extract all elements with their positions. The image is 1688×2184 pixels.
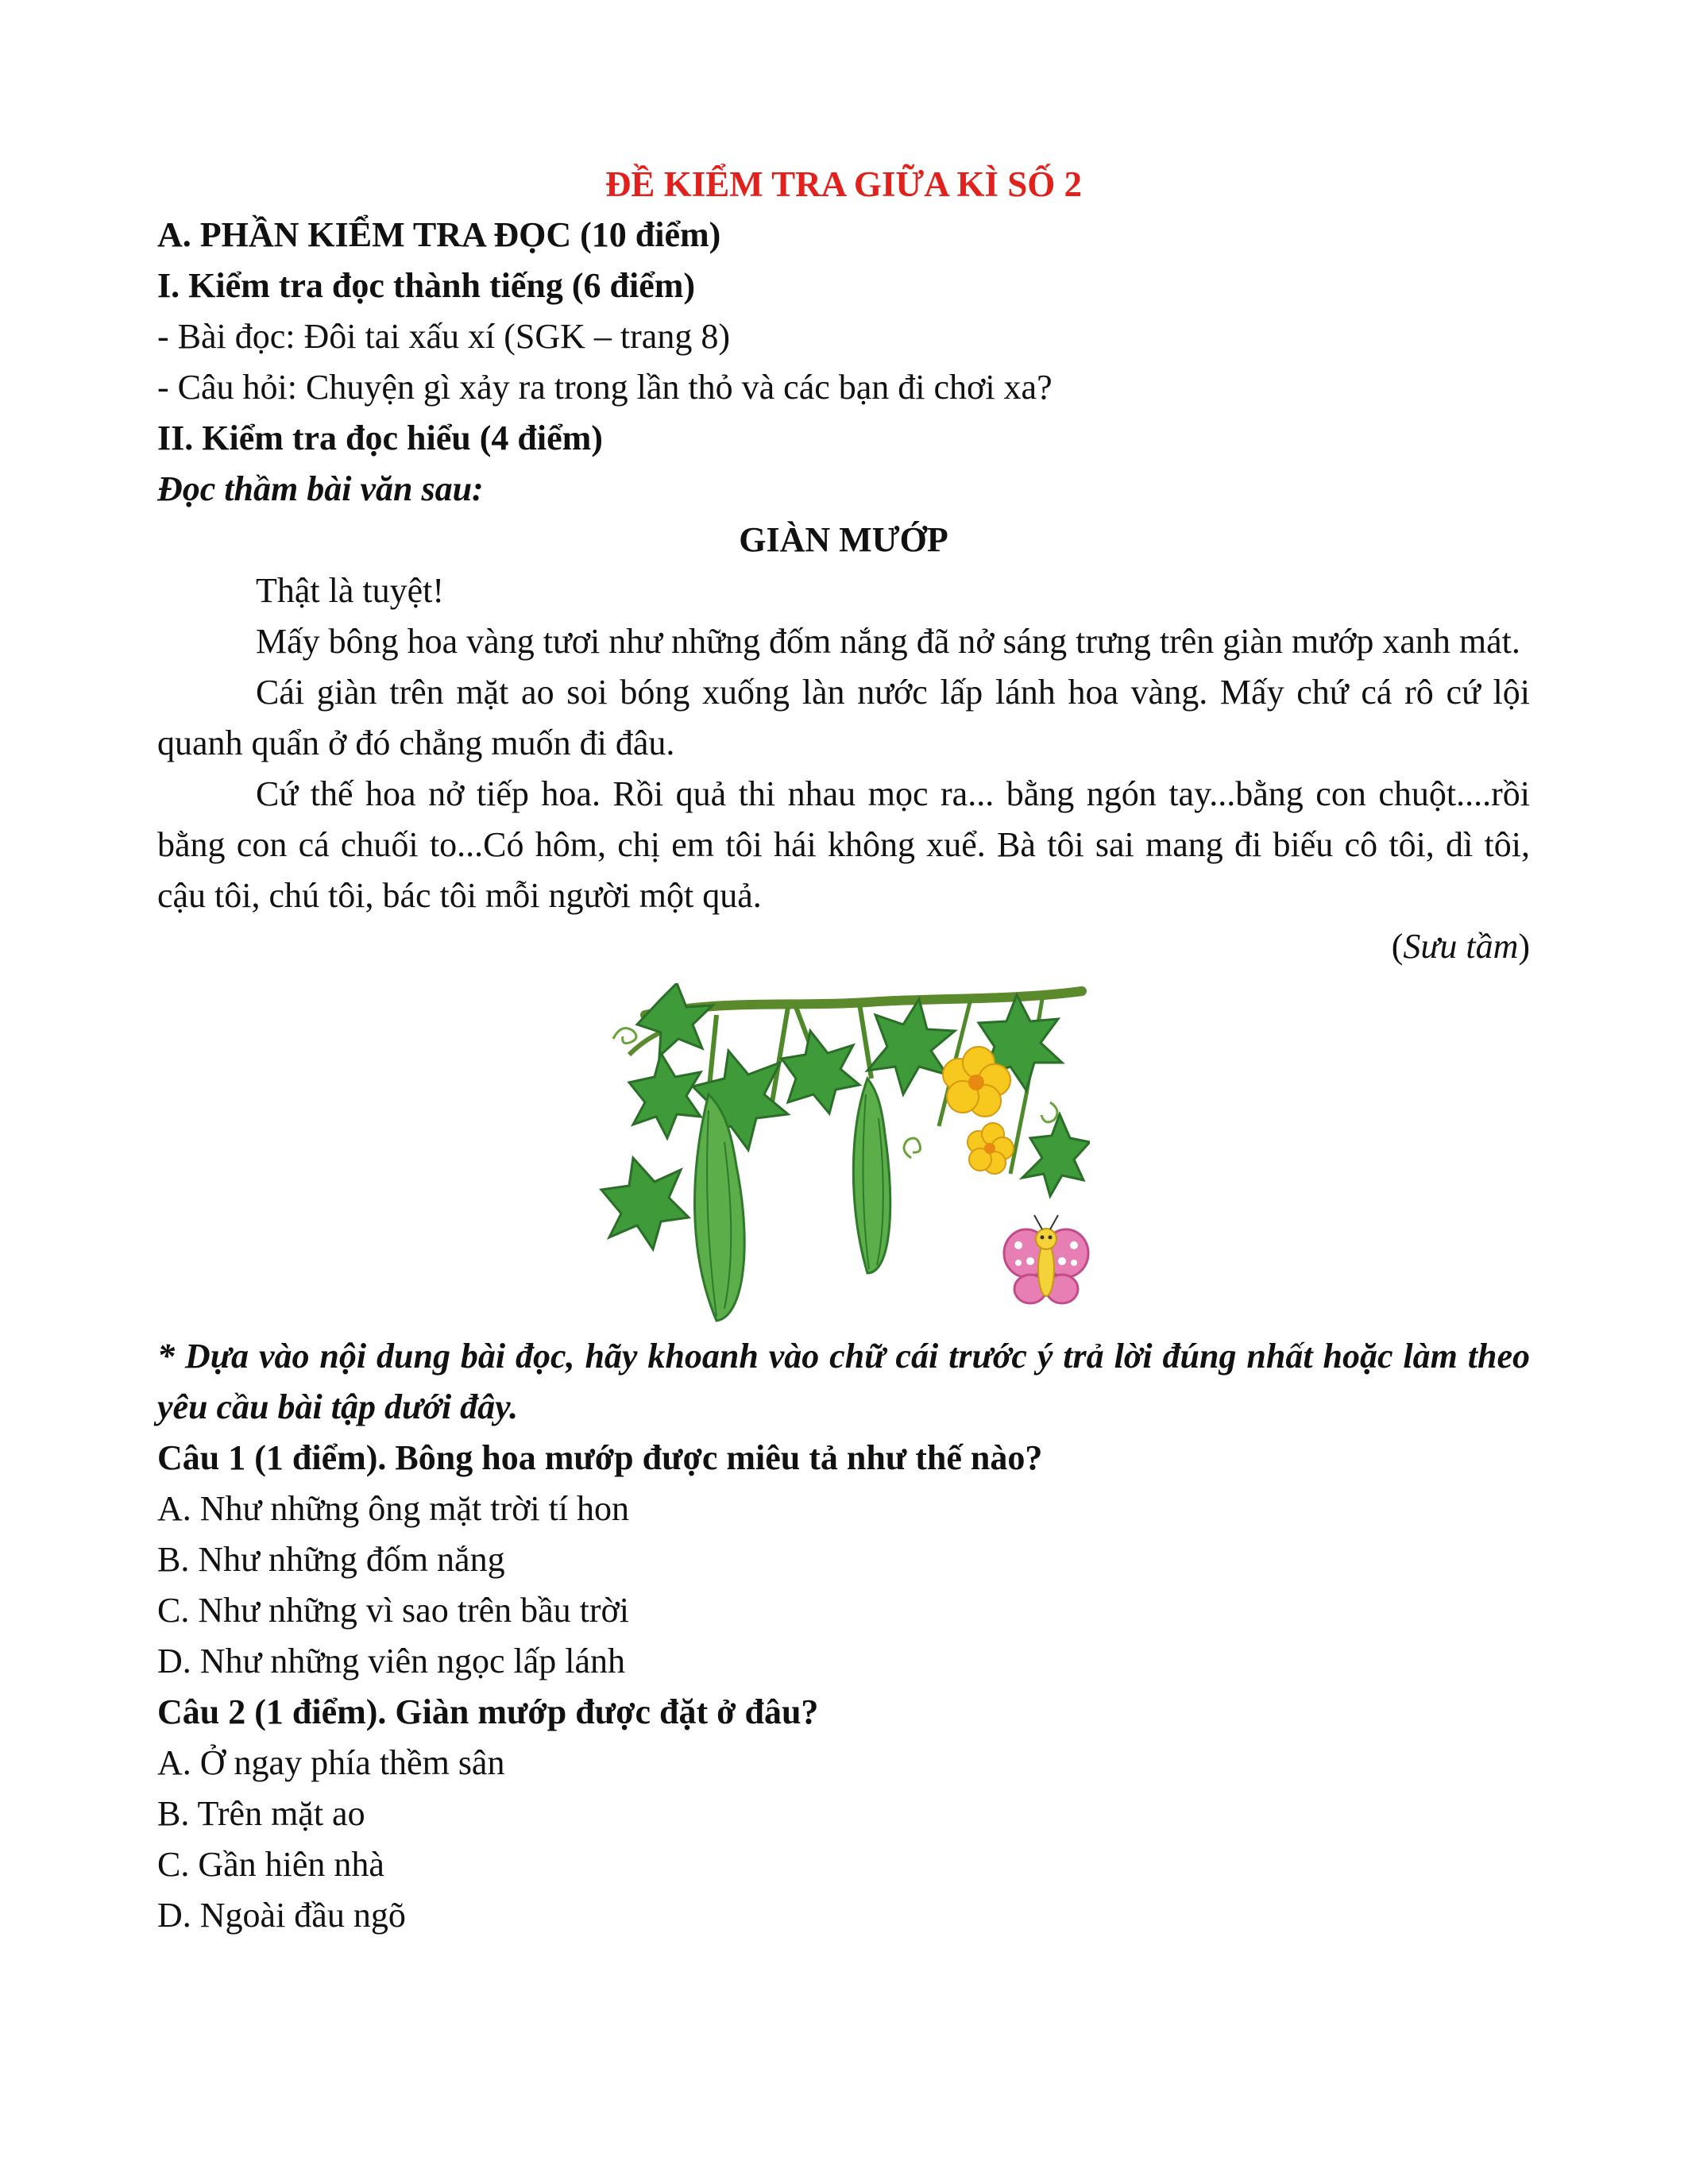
passage-paragraph: Mấy bông hoa vàng tươi như những đốm nắng đã nở sáng trưng trên giàn mướp xanh mát. (256, 622, 1520, 661)
question-2-option-b[interactable]: B. Trên mặt ao (157, 1794, 365, 1833)
source-open-paren: ( (1391, 927, 1404, 966)
part-2-instruction: Đọc thầm bài văn sau: (157, 469, 484, 508)
question-1-option-d[interactable]: D. Như những viên ngọc lấp lánh (157, 1642, 626, 1680)
question-1-option-a[interactable]: A. Như những ông mặt trời tí hon (157, 1489, 630, 1528)
question-2-option-a[interactable]: A. Ở ngay phía thềm sân (157, 1743, 505, 1782)
question-2-option-c[interactable]: C. Gần hiên nhà (157, 1845, 384, 1884)
source-close-paren: ) (1518, 927, 1530, 966)
passage-paragraph: Cái giàn trên mặt ao soi bóng xuống làn nước lấp lánh hoa vàng. Mấy chứ cá rô cứ lội quanh quẩn ở đó chẳng muốn đi đâu. (157, 673, 1530, 762)
part-2-heading: II. Kiểm tra đọc hiểu (4 điểm) (157, 419, 603, 457)
question-1-option-b[interactable]: B. Như những đốm nắng (157, 1540, 505, 1579)
question-1-option-c[interactable]: C. Như những vì sao trên bầu trời (157, 1591, 629, 1630)
section-a-heading: A. PHẦN KIỂM TRA ĐỌC (10 điểm) (157, 215, 721, 254)
part-1-reading: - Bài đọc: Đôi tai xấu xí (SGK – trang 8) (157, 317, 730, 356)
exam-page (157, 159, 1530, 1941)
flower-icon (943, 1047, 1014, 1174)
loofah-vine-illustration (597, 983, 1090, 1325)
passage-paragraph: Cứ thế hoa nở tiếp hoa. Rồi quả thi nhau mọc ra... bằng ngón tay...bằng con chuột....rồi bằng con cá chuối to...Có hôm, chị em tôi hái không xuể. Bà tôi sai mang đi biếu cô tôi, dì tôi, cậu tôi, chú tôi, bác tôi mỗi người một quả. (157, 774, 1530, 915)
question-2-option-d[interactable]: D. Ngoài đầu ngõ (157, 1896, 406, 1935)
question-1-prompt: Câu 1 (1 điểm). Bông hoa mướp được miêu tả như thế nào? (157, 1438, 1043, 1477)
passage-source (157, 921, 1530, 972)
loofah-vine-drawing (597, 983, 1090, 1325)
question-2-prompt: Câu 2 (1 điểm). Giàn mướp được đặt ở đâu? (157, 1692, 819, 1731)
part-1-question: - Câu hỏi: Chuyện gì xảy ra trong lần thỏ và các bạn đi chơi xa? (157, 368, 1053, 407)
source-text: Sưu tầm (1403, 927, 1519, 966)
passage-paragraph: Thật là tuyệt! (256, 571, 445, 610)
butterfly-icon (1004, 1215, 1088, 1303)
exam-title: ĐỀ KIỂM TRA GIỮA KÌ SỐ 2 (605, 164, 1083, 204)
passage-title: GIÀN MƯỚP (739, 520, 948, 559)
part-1-heading: I. Kiểm tra đọc thành tiếng (6 điểm) (157, 266, 696, 305)
task-instruction: * Dựa vào nội dung bài đọc, hãy khoanh vào chữ cái trước ý trả lời đúng nhất hoặc làm theo yêu cầu bài tập dưới đây. (157, 1337, 1530, 1426)
